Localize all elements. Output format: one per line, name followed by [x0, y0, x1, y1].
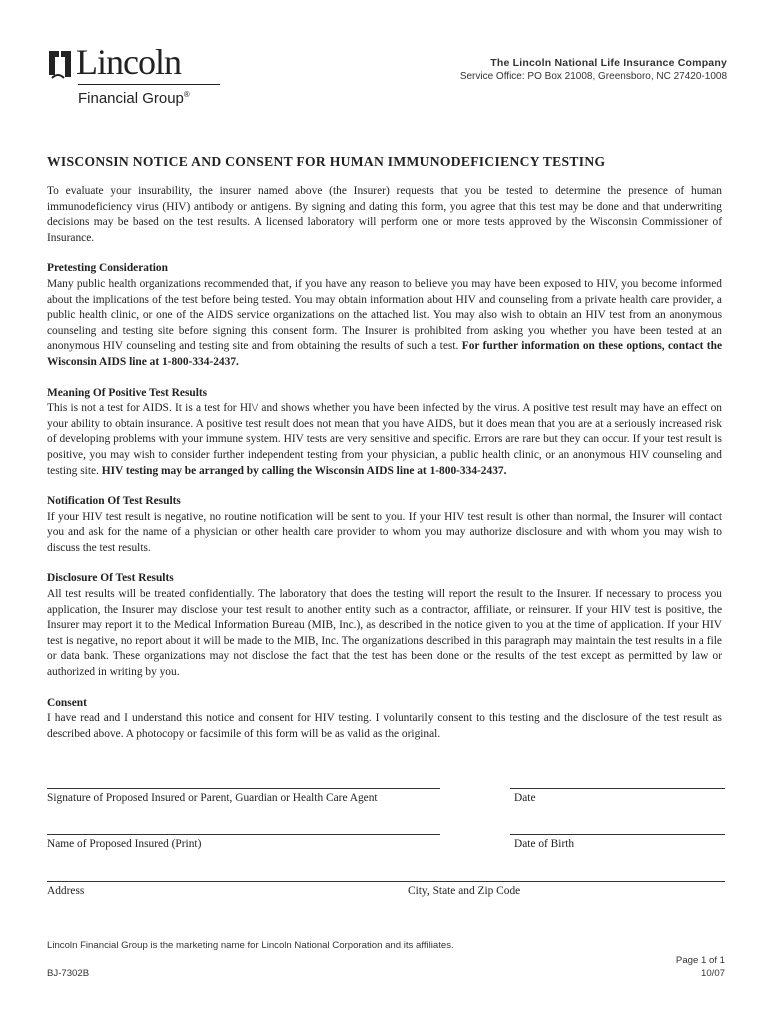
section-text-notification: If your HIV test result is negative, no routine notification will be sent to you. If your HIV test result is other than normal, the Insurer will contact you and ask for the name of a physician or other health care provider to whom you may authorize disclosure and with whom you may wish to discuss the test results. [47, 510, 722, 554]
logo-subtitle: Financial Group® [78, 90, 190, 107]
logo-wordmark: Lincoln [76, 42, 181, 82]
name-line[interactable] [47, 834, 440, 835]
lincoln-logo-icon [46, 48, 74, 80]
page-info [676, 954, 725, 980]
name-label: Name of Proposed Insured (Print) [47, 838, 202, 850]
section-heading-disclosure: Disclosure Of Test Results [47, 572, 174, 585]
signature-label: Signature of Proposed Insured or Parent, Guardian or Health Care Agent [47, 792, 378, 804]
logo-divider [78, 84, 220, 85]
dob-label: Date of Birth [514, 838, 575, 850]
section-text-disclosure: All test results will be treated confidentially. The laboratory that does the testing will report the result to the Insurer. If necessary to process you application, the Insurer may disclose your test result to another entity such as a contractor, affiliate, or reinsurer. If your HIV test is positive, the Insurer may report it to the Medical Information Bureau (MIB, Inc.), as described in the notice given to you at the time of application. If your HIV test is negative, no report about it will be made to the MIB, Inc. The organizations described in this paragraph may maintain the test results in a file or data bank. These organizations may not disclose the fact that the test has been done or the results of the test except as permitted by law or authorized in writing by you. [47, 588, 722, 679]
address-line[interactable] [47, 881, 725, 882]
section-heading-notification: Notification Of Test Results [47, 495, 181, 508]
page-number: Page 1 of 1 [675, 955, 725, 966]
document-body [47, 184, 722, 757]
date-label: Date [514, 792, 536, 804]
section-text-pretesting: Many public health organizations recommended that, if you have any reason to believe you may have been exposed to HIV, you become informed about the implications of the test before being tested. You may obtain information about HIV and counseling from a private health care provider, a public health clinic, or one of the AIDS service organizations on the attached list. You may also wish to obtain an HIV test from an anonymous counseling and testing site before signing this consent form. The Insurer is prohibited from asking you whether you have been tested at an anonymous HIV counseling and testing site and from obtaining the results of such a test. For further information on these options, contact the Wisconsin AIDS line at 1-800-334-2437. [47, 277, 722, 368]
city-state-zip-label: City, State and Zip Code [408, 885, 521, 897]
dob-line[interactable] [510, 834, 725, 835]
section-heading-pretesting: Pretesting Consideration [47, 262, 168, 275]
section-text-positive: This is not a test for AIDS. It is a test for HI\/ and shows whether you have been infected by the virus. A positive test result may have an effect on your ability to obtain insurance. A positive test result does not mean that you have AIDS, but it does mean that you are at a seriously increased risk of developing problems with your immune system. HIV tests are very sensitive and specific. Errors are rare but they can occur. If your test result is positive, you may wish to consider further independent testing from your physician, a public health clinic, or an anonymous HIV counseling and testing site. HIV testing may be arranged by calling the Wisconsin AIDS line at 1-800-334-2437. [47, 402, 722, 477]
section-text-consent: I have read and I understand this notice and consent for HIV testing. I voluntarily consent to this testing and the disclosure of the test result as described above. A photocopy or facsimile of this form will be as valid as the original. [47, 712, 722, 740]
date-line[interactable] [510, 788, 725, 789]
intro-paragraph: To evaluate your insurability, the insurer named above (the Insurer) requests that you be tested to determine the presence of human immunodeficiency virus (HIV) antibody or antigens. By signing and dating this form, you agree that this test may be done and that underwriting decisions may be based on the test results. A licensed laboratory will perform one or more tests approved by the Wisconsin Commissioner of Insurance. [47, 185, 722, 244]
footer-note: Lincoln Financial Group is the marketing name for Lincoln National Corporation and its affiliates. [47, 940, 454, 951]
section-heading-positive: Meaning Of Positive Test Results [47, 386, 208, 399]
form-number: BJ-7302B [47, 968, 90, 979]
signature-line[interactable] [47, 788, 440, 789]
form-date: 10/07 [700, 968, 725, 979]
service-office: Service Office: PO Box 21008, Greensboro, NC 27420-1008 [459, 71, 727, 82]
address-label: Address [47, 885, 85, 897]
lincoln-logo [46, 42, 216, 107]
page-title: WISCONSIN NOTICE AND CONSENT FOR HUMAN IMMUNODEFICIENCY TESTING [47, 154, 606, 169]
company-info [460, 56, 727, 84]
section-heading-consent: Consent [47, 696, 87, 709]
company-name: The Lincoln National Life Insurance Company [490, 57, 727, 69]
